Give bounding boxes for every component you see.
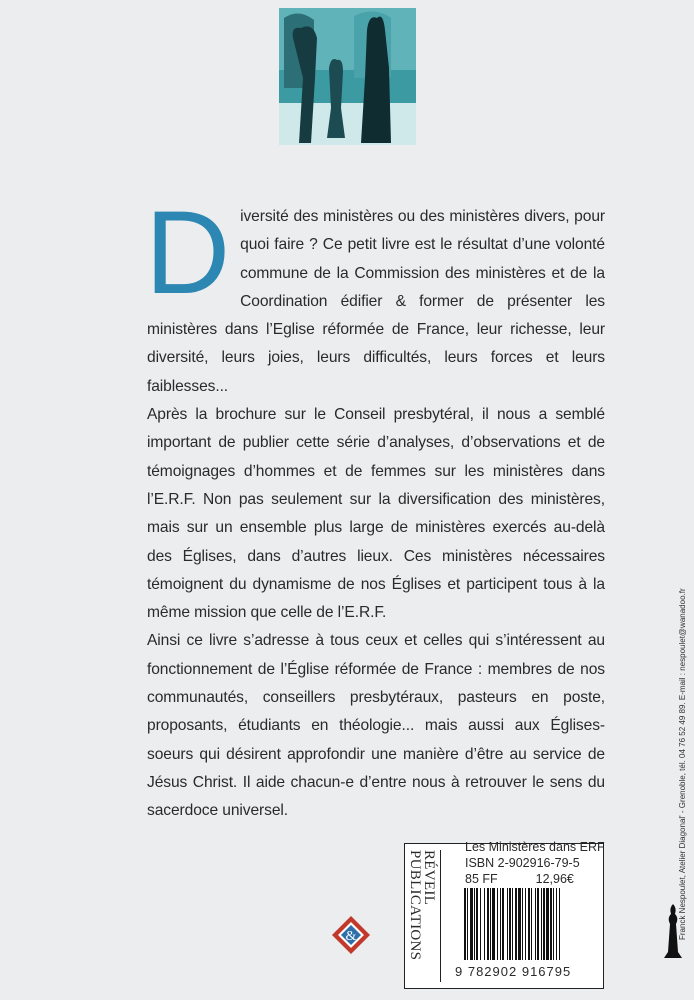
barcode-bar xyxy=(556,888,557,960)
barcode-bar xyxy=(550,888,552,960)
barcode-bar xyxy=(509,888,511,960)
drop-cap: D xyxy=(145,187,231,319)
logo-ampersand: & xyxy=(345,929,357,944)
barcode-bar xyxy=(474,888,475,960)
barcode-digits: 9 782902 916795 xyxy=(455,964,572,979)
barcode-bar xyxy=(528,888,530,960)
barcode-bar xyxy=(467,888,468,960)
barcode-bar xyxy=(525,888,526,960)
book-title: Les Ministères dans ERF xyxy=(465,840,605,854)
barcode xyxy=(464,888,600,960)
publisher-logo xyxy=(331,915,371,955)
barcode-bar xyxy=(507,888,508,960)
back-cover-text xyxy=(145,187,605,826)
paragraph-3: Ainsi ce livre s’adresse à tous ceux et celles qui s’intéressent au fonctionnement de l’Église réformée de France : membres de nos communautés, conseillers presbytéraux, pasteurs en poste, proposants, étudiants en théologie... mais aussi aux Églises-soeurs qui désirent approfondir une manière d’être au service de Jésus Christ. Il aide chacun-e d’entre nous à retrouver le sens du sacerdoce universel. xyxy=(147,632,605,820)
paragraph-1-text: iversité des ministères ou des ministères divers, pour quoi faire ? Ce petit livre est le résultat d’une volonté commune de la Commission des ministères et de la Coordination édifier & former de présenter les ministères dans l’Eglise réformée de France, leur richesse, leur diversité, leurs joies, leurs difficultés, leurs forces et leurs faiblesses... xyxy=(147,208,605,395)
designer-credit: Franck Nespoulet, Atelier Diagonal' - Grenoble, tél. 04 76 52 49 89. E-mail : nespoulet@wanadoo.fr xyxy=(678,588,687,940)
publisher-brand xyxy=(407,850,441,982)
price-eur: 12,96€ xyxy=(535,872,574,886)
barcode-bar xyxy=(490,888,491,960)
barcode-bar xyxy=(559,888,560,960)
paragraph-2: Après la brochure sur le Conseil presbytéral, il nous a semblé important de publier cette série d’analyses, d’observations et de témoignages d’hommes et de femmes sur les ministères dans l’E.R.F. Non pas seulement sur la diversification des ministères, mais sur un ensemble plus large de ministères exercés au-delà des Églises, dans d’autres lieux. Ces ministères nécessaires témoignent du dynamisme de nos Églises et participent tous à la même mission que celle de l’E.R.F. xyxy=(147,406,605,622)
barcode-bar xyxy=(543,888,545,960)
barcode-bar xyxy=(531,888,532,960)
barcode-bar xyxy=(515,888,517,960)
barcode-bar xyxy=(470,888,473,960)
barcode-bar xyxy=(497,888,498,960)
bishop-figure-icon xyxy=(662,902,684,962)
paragraph-1 xyxy=(145,187,605,401)
cover-photo xyxy=(279,8,416,145)
publisher-line-1: RÉVEIL xyxy=(421,850,437,906)
barcode-bar xyxy=(518,888,521,960)
barcode-bar xyxy=(537,888,539,960)
barcode-bar xyxy=(553,888,554,960)
price-row xyxy=(465,871,605,887)
barcode-bar xyxy=(492,888,495,960)
barcode-bar xyxy=(512,888,513,960)
barcode-bar xyxy=(535,888,536,960)
barcode-bar xyxy=(502,888,504,960)
barcode-bar xyxy=(500,888,501,960)
barcode-bar xyxy=(522,888,523,960)
barcode-bar xyxy=(541,888,542,960)
barcode-bar xyxy=(487,888,489,960)
book-info xyxy=(465,839,605,887)
barcode-bar xyxy=(464,888,466,960)
barcode-bar xyxy=(484,888,485,960)
barcode-bar xyxy=(476,888,478,960)
price-ff: 85 FF xyxy=(465,872,498,886)
book-isbn: ISBN 2-902916-79-5 xyxy=(465,856,580,870)
barcode-bar xyxy=(480,888,481,960)
publisher-line-2: PUBLICATIONS xyxy=(407,850,423,961)
barcode-bar xyxy=(546,888,549,960)
